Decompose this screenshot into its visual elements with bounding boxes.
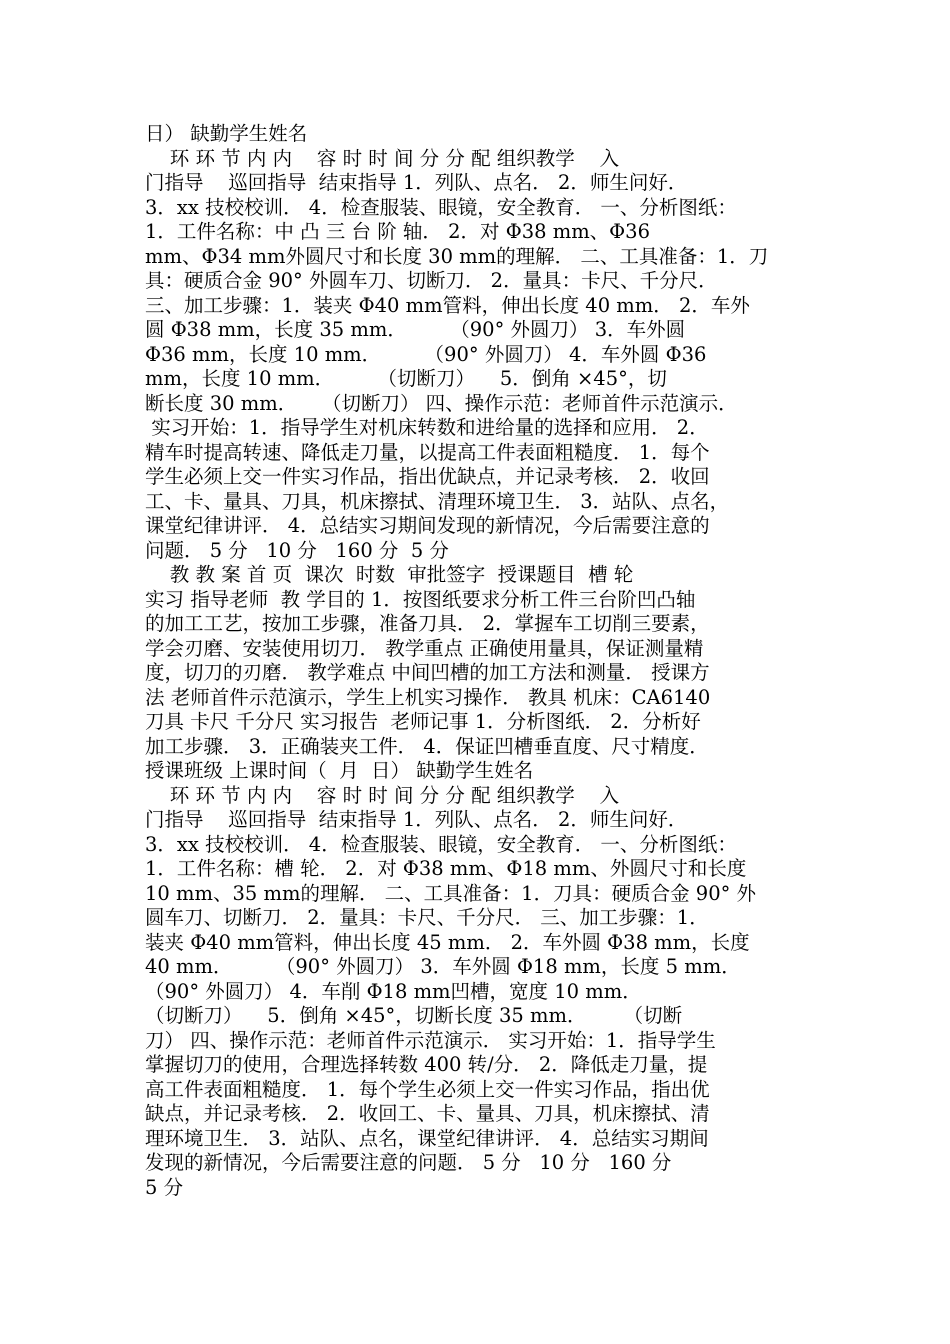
text-line: 5 分 bbox=[145, 1175, 184, 1199]
text-line: （90° 外圆刀） 4．车削 Φ18 mm凹槽，宽度 10 mm． bbox=[145, 979, 642, 1003]
text-line: mm、Φ34 mm外圆尺寸和长度 30 mm的理解． 二、工具准备：1．刀 bbox=[145, 244, 769, 268]
text-line: 10 mm、35 mm的理解． 二、工具准备：1．刀具：硬质合金 90° 外 bbox=[145, 881, 757, 905]
text-line: 3．xx 技校校训． 4．检查服装、眼镜，安全教育． 一、分析图纸： bbox=[145, 832, 737, 856]
text-line: mm，长度 10 mm． （切断刀） 5．倒角 ×45°，切 bbox=[145, 367, 667, 390]
text-line: 实习 指导老师 教 学目的 1．按图纸要求分析工件三台阶凹凸轴 bbox=[145, 587, 696, 611]
text-line: 高工件表面粗糙度． 1．每个学生必须上交一件实习作品，指出优 bbox=[145, 1077, 710, 1101]
text-line: 学会刃磨、安装使用切刀． 教学重点 正确使用量具，保证测量精 bbox=[145, 636, 704, 660]
text-line: 具：硬质合金 90° 外圆车刀、切断刀． 2．量具：卡尺、千分尺． bbox=[145, 269, 718, 292]
text-line: 加工步骤． 3．正确装夹工件． 4．保证凹槽垂直度、尺寸精度． bbox=[145, 734, 709, 758]
text-line: 学生必须上交一件实习作品，指出优缺点，并记录考核． 2．收回 bbox=[145, 465, 710, 488]
text-line: 授课班级 上课时间（ 月 日） 缺勤学生姓名 bbox=[145, 759, 534, 782]
text-line: 问题． 5 分 10 分 160 分 5 分 bbox=[145, 538, 449, 562]
text-line: 1．工件名称：槽 轮． 2．对 Φ38 mm、Φ18 mm、外圆尺寸和长度 bbox=[145, 857, 747, 880]
text-line: 环 环 节 内 内 容 时 时 间 分 分 配 组织教学 入 bbox=[145, 146, 620, 170]
text-line: 实习开始：1．指导学生对机床转数和进给量的选择和应用． 2． bbox=[145, 416, 709, 439]
text-line: 刀） 四、操作示范：老师首件示范演示． 实习开始：1．指导学生 bbox=[145, 1028, 716, 1052]
text-line: 教 教 案 首 页 课次 时数 审批签字 授课题目 槽 轮 bbox=[145, 563, 634, 586]
text-line: 3．xx 技校校训． 4．检查服装、眼镜，安全教育． 一、分析图纸： bbox=[145, 195, 737, 219]
text-line: 发现的新情况，今后需要注意的问题． 5 分 10 分 160 分 bbox=[145, 1151, 672, 1174]
text-line: 断长度 30 mm． （切断刀） 四、操作示范：老师首件示范演示． bbox=[145, 391, 738, 415]
text-line: 三、加工步骤：1．装夹 Φ40 mm管料，伸出长度 40 mm． 2．车外 bbox=[145, 293, 750, 317]
text-line: （切断刀） 5．倒角 ×45°，切断长度 35 mm． （切断 bbox=[145, 1004, 683, 1027]
text-line: 工、卡、量具、刀具，机床擦拭、清理环境卫生． 3．站队、点名， bbox=[145, 489, 730, 513]
text-line: 环 环 节 内 内 容 时 时 间 分 分 配 组织教学 入 bbox=[145, 783, 620, 807]
text-line: 理环境卫生． 3．站队、点名，课堂纪律讲评． 4．总结实习期间 bbox=[145, 1126, 709, 1150]
text-line: 法 老师首件示范演示，学生上机实习操作． 教具 机床：CA6140 bbox=[145, 685, 711, 709]
text-line: 精车时提高转速、降低走刀量，以提高工件表面粗糙度． 1．每个 bbox=[145, 440, 710, 464]
text-line: 装夹 Φ40 mm管料，伸出长度 45 mm． 2．车外圆 Φ38 mm，长度 bbox=[145, 930, 750, 954]
text-line: 度，切刀的刃磨． 教学难点 中间凹槽的加工方法和测量． 授课方 bbox=[145, 661, 710, 684]
text-line: 40 mm． （90° 外圆刀） 3．车外圆 Φ18 mm，长度 5 mm． bbox=[145, 955, 741, 978]
text-line: 1．工件名称：中 凸 三 台 阶 轴． 2．对 Φ38 mm、Φ36 bbox=[145, 220, 650, 243]
text-line: 日） 缺勤学生姓名 bbox=[145, 122, 308, 145]
text-line: 掌握切刀的使用，合理选择转数 400 转/分． 2．降低走刀量，提 bbox=[145, 1053, 708, 1076]
text-line: 圆 Φ38 mm，长度 35 mm． （90° 外圆刀） 3．车外圆 bbox=[145, 318, 686, 341]
text-line: 课堂纪律讲评． 4．总结实习期间发现的新情况，今后需要注意的 bbox=[145, 514, 710, 537]
text-line: 缺点，并记录考核． 2．收回工、卡、量具、刀具，机床擦拭、清 bbox=[145, 1102, 710, 1125]
text-line: 的加工工艺，按加工步骤，准备刀具． 2．掌握车工切削三要素， bbox=[145, 612, 710, 635]
text-line: 门指导 巡回指导 结束指导 1．列队、点名． 2．师生问好． bbox=[145, 171, 688, 194]
text-line: 刀具 卡尺 千分尺 实习报告 老师记事 1．分析图纸． 2．分析好 bbox=[145, 710, 701, 733]
text-line: 圆车刀、切断刀． 2．量具：卡尺、千分尺． 三、加工步骤：1． bbox=[145, 906, 709, 929]
text-line: Φ36 mm，长度 10 mm． （90° 外圆刀） 4．车外圆 Φ36 bbox=[145, 342, 707, 366]
text-line: 门指导 巡回指导 结束指导 1．列队、点名． 2．师生问好． bbox=[145, 808, 688, 831]
